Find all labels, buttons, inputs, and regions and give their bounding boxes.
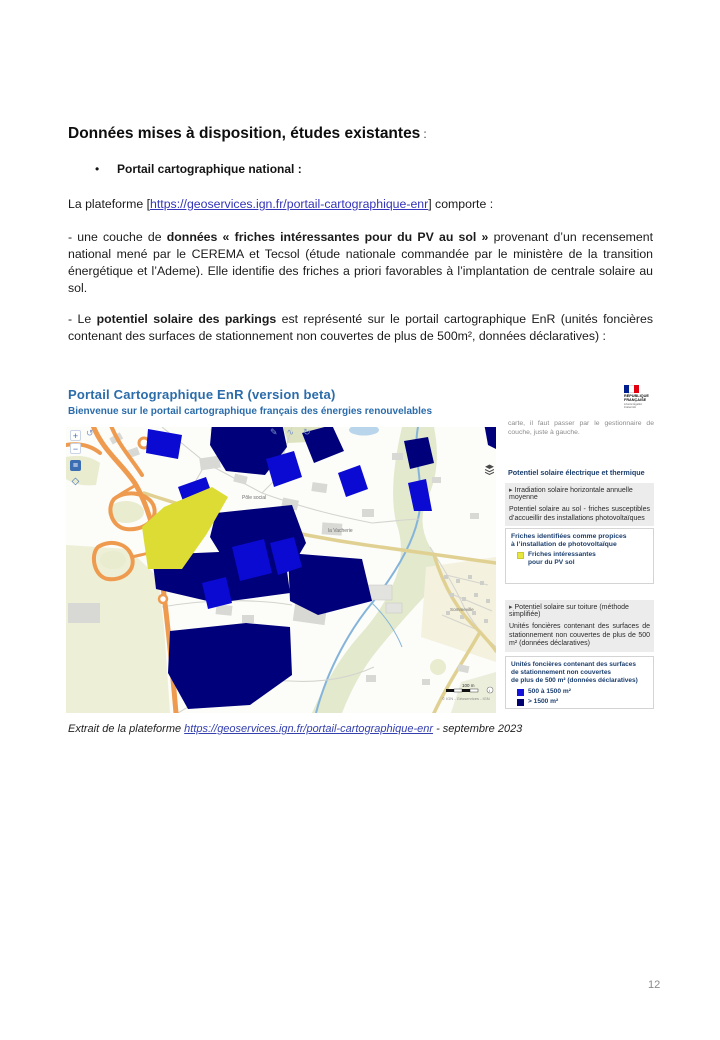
map-attribution: © IGN - Géoservices - IGN	[442, 696, 490, 701]
page-number: 12	[648, 979, 661, 991]
bullet-label: Portail cartographique national :	[117, 162, 302, 176]
row-label: Irradiation solaire horizontale annuelle moyenne	[509, 487, 633, 501]
logo-motto: Liberté Égalité Fraternité	[624, 402, 642, 409]
yellow-swatch-icon	[517, 552, 524, 559]
figure-caption	[68, 723, 522, 735]
text-run: - une couche de	[68, 230, 167, 244]
refresh-icon: ↻	[303, 427, 311, 437]
row-label: Potentiel solaire sur toiture (méthode simplifiée)	[509, 604, 629, 618]
expander-icon: ▸	[509, 487, 513, 494]
bullet-item	[95, 162, 302, 176]
sidebar-box-sol: Potentiel solaire au sol - friches susceptibles d’accueillir des installations photovoltaïques	[505, 503, 654, 526]
legend-title: Unités foncières contenant des surfaces de stationnement non couvertes de plus de 500 m² (données déclaratives)	[511, 661, 638, 685]
logo-line2: FRANÇAISE	[624, 398, 647, 402]
scale-distance-label: 100 m	[462, 683, 475, 688]
paragraph-parkings	[68, 311, 653, 345]
text-run: ] comporte :	[428, 197, 494, 211]
info-icon	[487, 687, 493, 693]
text-run: provenant d’un recensement national mené par le CEREMA et Tecsol (étude nationale commandée par le ministère de la transition énergétique et l’Ademe). Elle identifie des friches a priori favorables à l’implantation de centrale solaire au sol.	[68, 230, 654, 295]
map-graphic	[66, 427, 496, 713]
map-toolbar	[270, 427, 311, 438]
legend-item-friches: Friches intéressantes pour du PV sol	[517, 551, 648, 567]
zoom-out-button: −	[70, 443, 81, 454]
paragraph-platform	[68, 196, 653, 213]
portal-sidebar	[496, 383, 657, 713]
zoom-in-button: +	[70, 430, 81, 441]
bullet-icon: •	[95, 162, 100, 176]
portal-title: Portail Cartographique EnR (version beta)	[68, 387, 336, 402]
expander-icon: ▸	[509, 604, 513, 611]
text-run: La plateforme [	[68, 197, 151, 211]
page-title: Données mises à disposition, études existantes :	[68, 125, 427, 142]
sidebar-row-toiture	[505, 600, 654, 621]
sidebar-intro-text: carte, il faut passer par le gestionnaire de couche, juste à gauche.	[508, 420, 654, 436]
measure-icon: ∿	[286, 427, 295, 437]
map-label-vacherie: la Vacherie	[328, 528, 353, 534]
portal-screenshot	[66, 383, 657, 713]
layers-icon: ≣	[70, 460, 81, 471]
map-label-pole-social: Pôle social	[242, 495, 267, 501]
text-run: - Le	[68, 312, 97, 326]
navy-swatch-icon	[517, 699, 524, 706]
french-flag-icon	[624, 385, 639, 393]
info-icon-glyph: i	[489, 688, 490, 693]
text-run: - septembre 2023	[433, 723, 523, 735]
bold-run: données « friches intéressantes pour du PV au sol »	[166, 230, 489, 244]
rotate-icon: ↺	[86, 428, 94, 438]
text-run: Extrait de la plateforme	[68, 723, 185, 735]
legend-title: Friches identifiées comme propices à l’installation de photovoltaïque	[511, 533, 627, 549]
draw-icon: ✎	[270, 427, 278, 437]
logo-line1: RÉPUBLIQUE	[624, 394, 649, 398]
sidebar-row-irradiation	[505, 483, 654, 504]
legend-item-over-1500: > 1500 m²	[517, 698, 648, 706]
sidebar-box-parkings: Unités foncières contenant des surfaces de stationnement non couvertes de plus de 500 m² (données déclaratives)	[505, 620, 654, 652]
paragraph-friches	[68, 229, 653, 297]
legend-box-parkings	[505, 656, 654, 709]
compass-icon: ◇	[71, 476, 80, 487]
caption-link[interactable]: https://geoservices.ign.fr/portail-cartographique-enr	[184, 723, 434, 735]
legend-box-friches	[505, 528, 654, 584]
heading-colon: :	[423, 127, 427, 141]
map-label-sommeville: Sommeville	[450, 607, 474, 612]
text-run: est représenté sur le portail cartographique EnR (unités foncières contenant des surfaces de stationnement non couvertes de plus de 500m², données déclaratives) :	[68, 312, 654, 343]
sidebar-section-title: Potentiel solaire électrique et thermique	[508, 468, 645, 477]
legend-item-500-1500: 500 à 1500 m²	[517, 688, 648, 696]
portal-subtitle: Bienvenue sur le portail cartographique français des énergies renouvelables	[68, 406, 433, 417]
layer-stack-icon	[484, 464, 495, 475]
bold-run: potentiel solaire des parkings	[96, 312, 277, 326]
map-zoom-controls	[70, 430, 81, 487]
blue-swatch-icon	[517, 689, 524, 696]
republique-francaise-logo	[624, 385, 654, 409]
map-canvas	[66, 427, 496, 713]
platform-link[interactable]: https://geoservices.ign.fr/portail-cartographique-enr	[150, 197, 429, 211]
